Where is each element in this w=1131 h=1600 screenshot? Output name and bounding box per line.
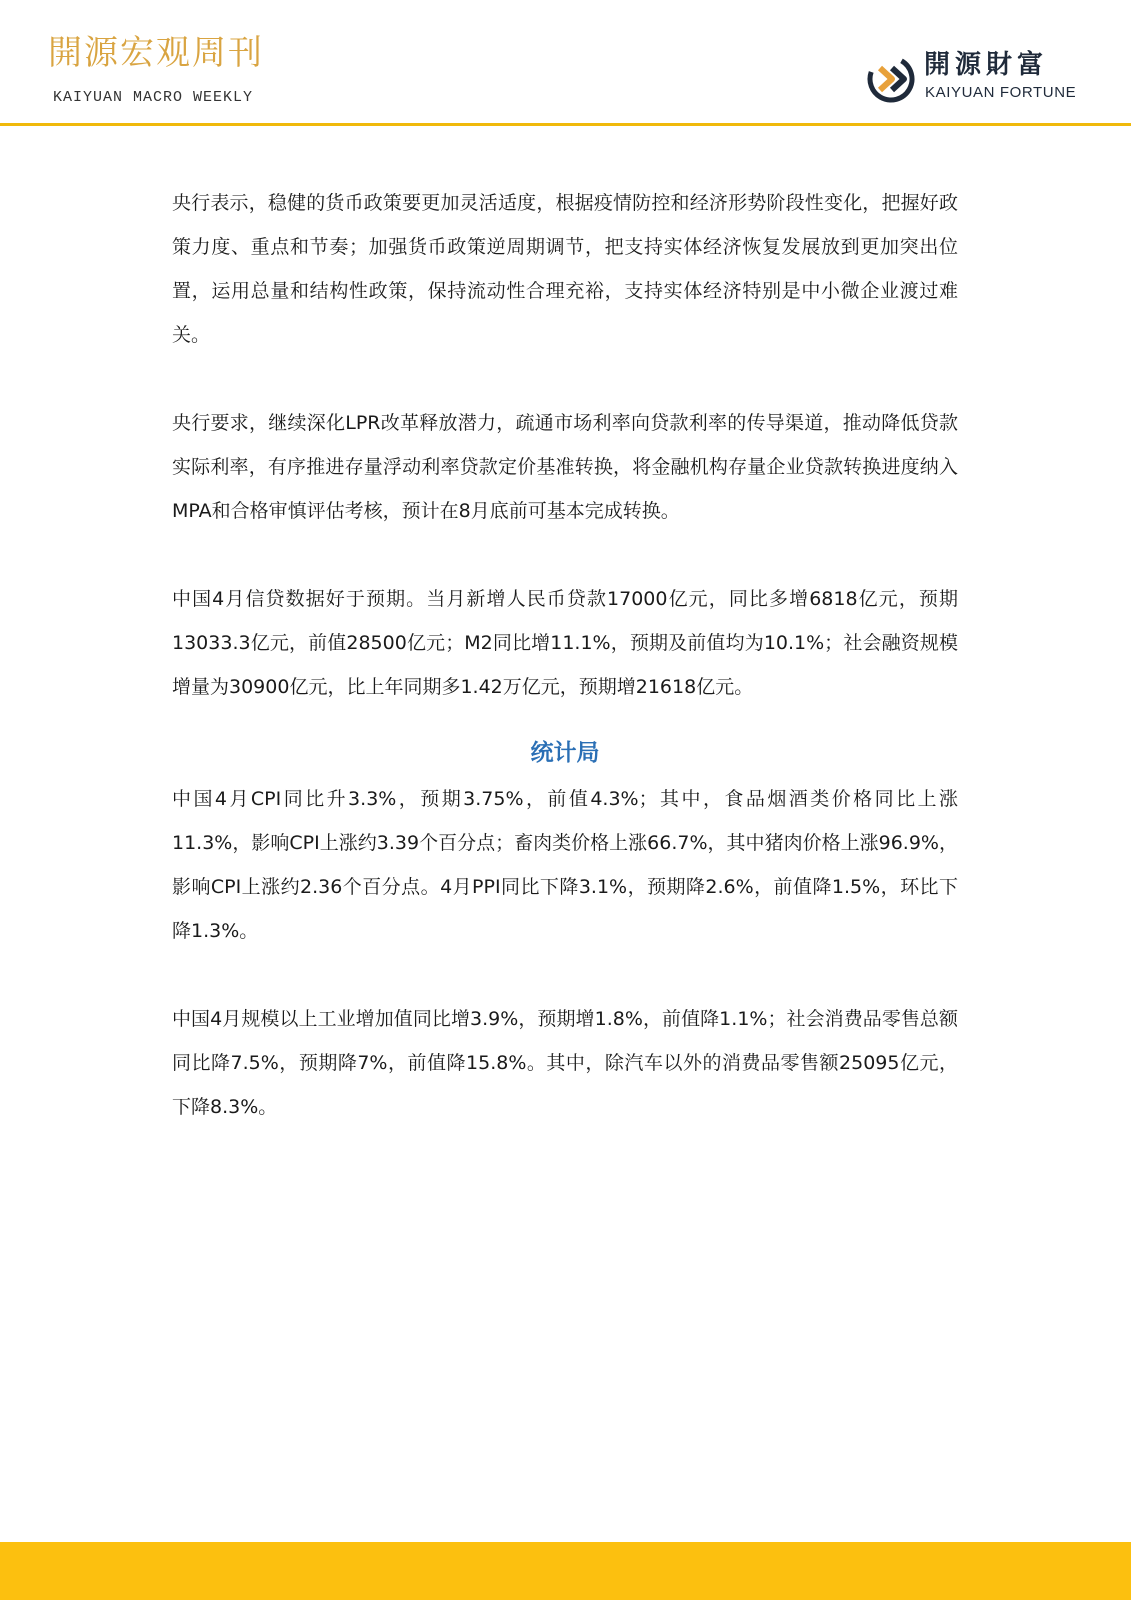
page-header	[0, 0, 1131, 126]
section-title: 统计局	[530, 739, 600, 766]
article-body	[172, 181, 958, 1129]
paragraph-lpr-reform: 央行要求，继续深化LPR改革释放潜力，疏通市场利率向贷款利率的传导渠道，推动降低贷款实际利率，有序推进存量浮动利率贷款定价基准转换，将金融机构存量企业贷款转换进度纳入MPA和合格审慎评估考核，预计在8月底前可基本完成转换。	[172, 412, 958, 522]
publication-subtitle: KAIYUAN MACRO WEEKLY	[53, 89, 254, 106]
paragraph-industry-retail: 中国4月规模以上工业增加值同比增3.9%，预期增1.8%，前值降1.1%；社会消费品零售总额同比降7.5%，预期降7%，前值降15.8%。其中，除汽车以外的消费品零售额25095亿元，下降8.3%。	[172, 1008, 958, 1118]
brand-name: 開源財富	[924, 50, 1049, 80]
paragraph-credit-data: 中国4月信贷数据好于预期。当月新增人民币贷款17000亿元，同比多增6818亿元，预期13033.3亿元，前值28500亿元；M2同比增11.1%，预期及前值均为10.1%；社会融资规模增量为30900亿元，比上年同期多1.42万亿元，预期增21618亿元。	[172, 588, 958, 698]
publication-title: 開源宏观周刊	[48, 33, 264, 73]
footer-bar	[0, 1542, 1131, 1600]
paragraph-cpi-ppi: 中国4月CPI同比升3.3%，预期3.75%，前值4.3%；其中，食品烟酒类价格同比上涨11.3%，影响CPI上涨约3.39个百分点；畜肉类价格上涨66.7%，其中猪肉价格上涨96.9%，影响CPI上涨约2.36个百分点。4月PPI同比下降3.1%，预期降2.6%，前值降1.5%，环比下降1.3%。	[172, 788, 958, 942]
header-divider	[0, 123, 1131, 126]
paragraph-pboc-policy: 央行表示，稳健的货币政策要更加灵活适度，根据疫情防控和经济形势阶段性变化，把握好政策力度、重点和节奏；加强货币政策逆周期调节，把支持实体经济恢复发展放到更加突出位置，运用总量和结构性政策，保持流动性合理充裕，支持实体经济特别是中小微企业渡过难关。	[172, 192, 958, 346]
kaiyuan-logo-icon	[866, 54, 916, 104]
brand-subtitle: KAIYUAN FORTUNE	[925, 84, 1077, 101]
